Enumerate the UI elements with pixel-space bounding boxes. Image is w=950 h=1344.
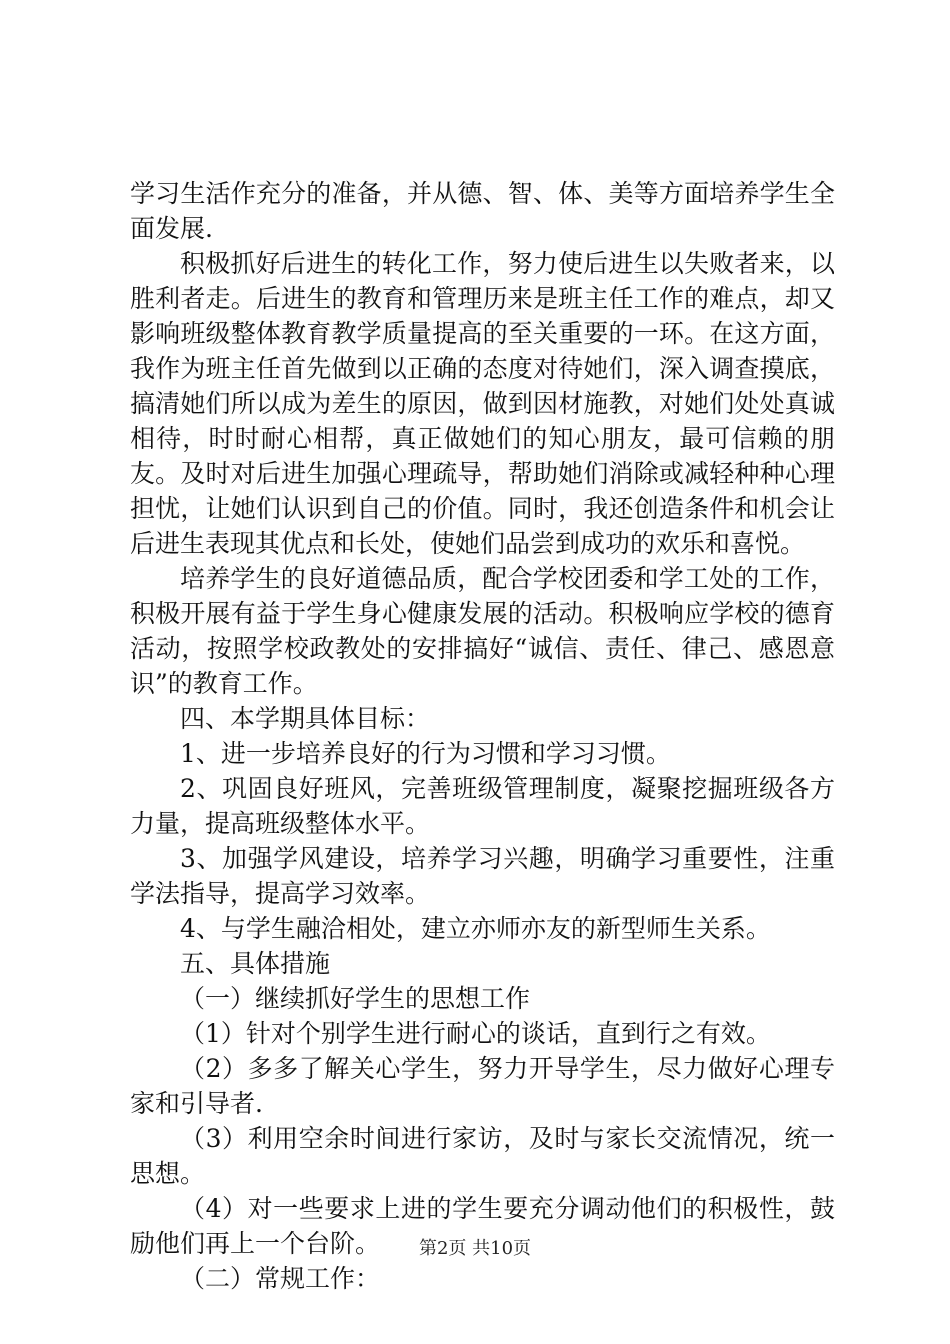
goal-item-3: 3、加强学风建设，培养学习兴趣，明确学习重要性，注重学法指导，提高学习效率。 (130, 844, 835, 908)
section-heading-4: 四、本学期具体目标： (180, 704, 431, 733)
paragraph-1: 学习生活作充分的准备，并从德、智、体、美等方面培养学生全面发展. (130, 179, 835, 243)
subsection-heading-2: （二）常规工作： (180, 1264, 381, 1293)
goal-item-2: 2、巩固良好班风，完善班级管理制度，凝聚挖掘班级各方力量，提高班级整体水平。 (130, 774, 835, 838)
document-body (130, 176, 835, 1296)
section-heading-5: 五、具体措施 (180, 949, 331, 978)
paragraph-2: 积极抓好后进生的转化工作，努力使后进生以失败者来，以胜利者走。后进生的教育和管理历来是班主任工作的难点，却又影响班级整体教育教学质量提高的至关重要的一环。在这方面，我作为班主任首先做到以正确的态度对待她们，深入调查摸底，搞清她们所以成为差生的原因，做到因材施教，对她们处处真诚相待，时时耐心相帮，真正做她们的知心朋友，最可信赖的朋友。及时对后进生加强心理疏导，帮助她们消除或减轻种种心理担忧，让她们认识到自己的价值。同时，我还创造条件和机会让后进生表现其优点和长处，使她们品尝到成功的欢乐和喜悦。 (130, 249, 835, 558)
subsection-heading-1: （一）继续抓好学生的思想工作 (180, 984, 531, 1013)
paragraph-3: 培养学生的良好道德品质，配合学校团委和学工处的工作，积极开展有益于学生身心健康发展的活动。积极响应学校的德育活动，按照学校政教处的安排搞好“诚信、责任、律己、感恩意识”的教育工作。 (130, 564, 835, 698)
page-number-footer: 第2页 共10页 (418, 1238, 532, 1259)
measure-item-1: （1）针对个别学生进行耐心的谈话，直到行之有效。 (180, 1019, 771, 1048)
measure-item-4: （4）对一些要求上进的学生要充分调动他们的积极性，鼓励他们再上一个台阶。 (130, 1194, 835, 1258)
goal-item-1: 1、进一步培养良好的行为习惯和学习习惯。 (180, 739, 671, 768)
goal-item-4: 4、与学生融洽相处，建立亦师亦友的新型师生关系。 (180, 914, 771, 943)
measure-item-3: （3）利用空余时间进行家访，及时与家长交流情况，统一思想。 (130, 1124, 835, 1188)
measure-item-2: （2）多多了解关心学生，努力开导学生，尽力做好心理专家和引导者. (130, 1054, 835, 1118)
